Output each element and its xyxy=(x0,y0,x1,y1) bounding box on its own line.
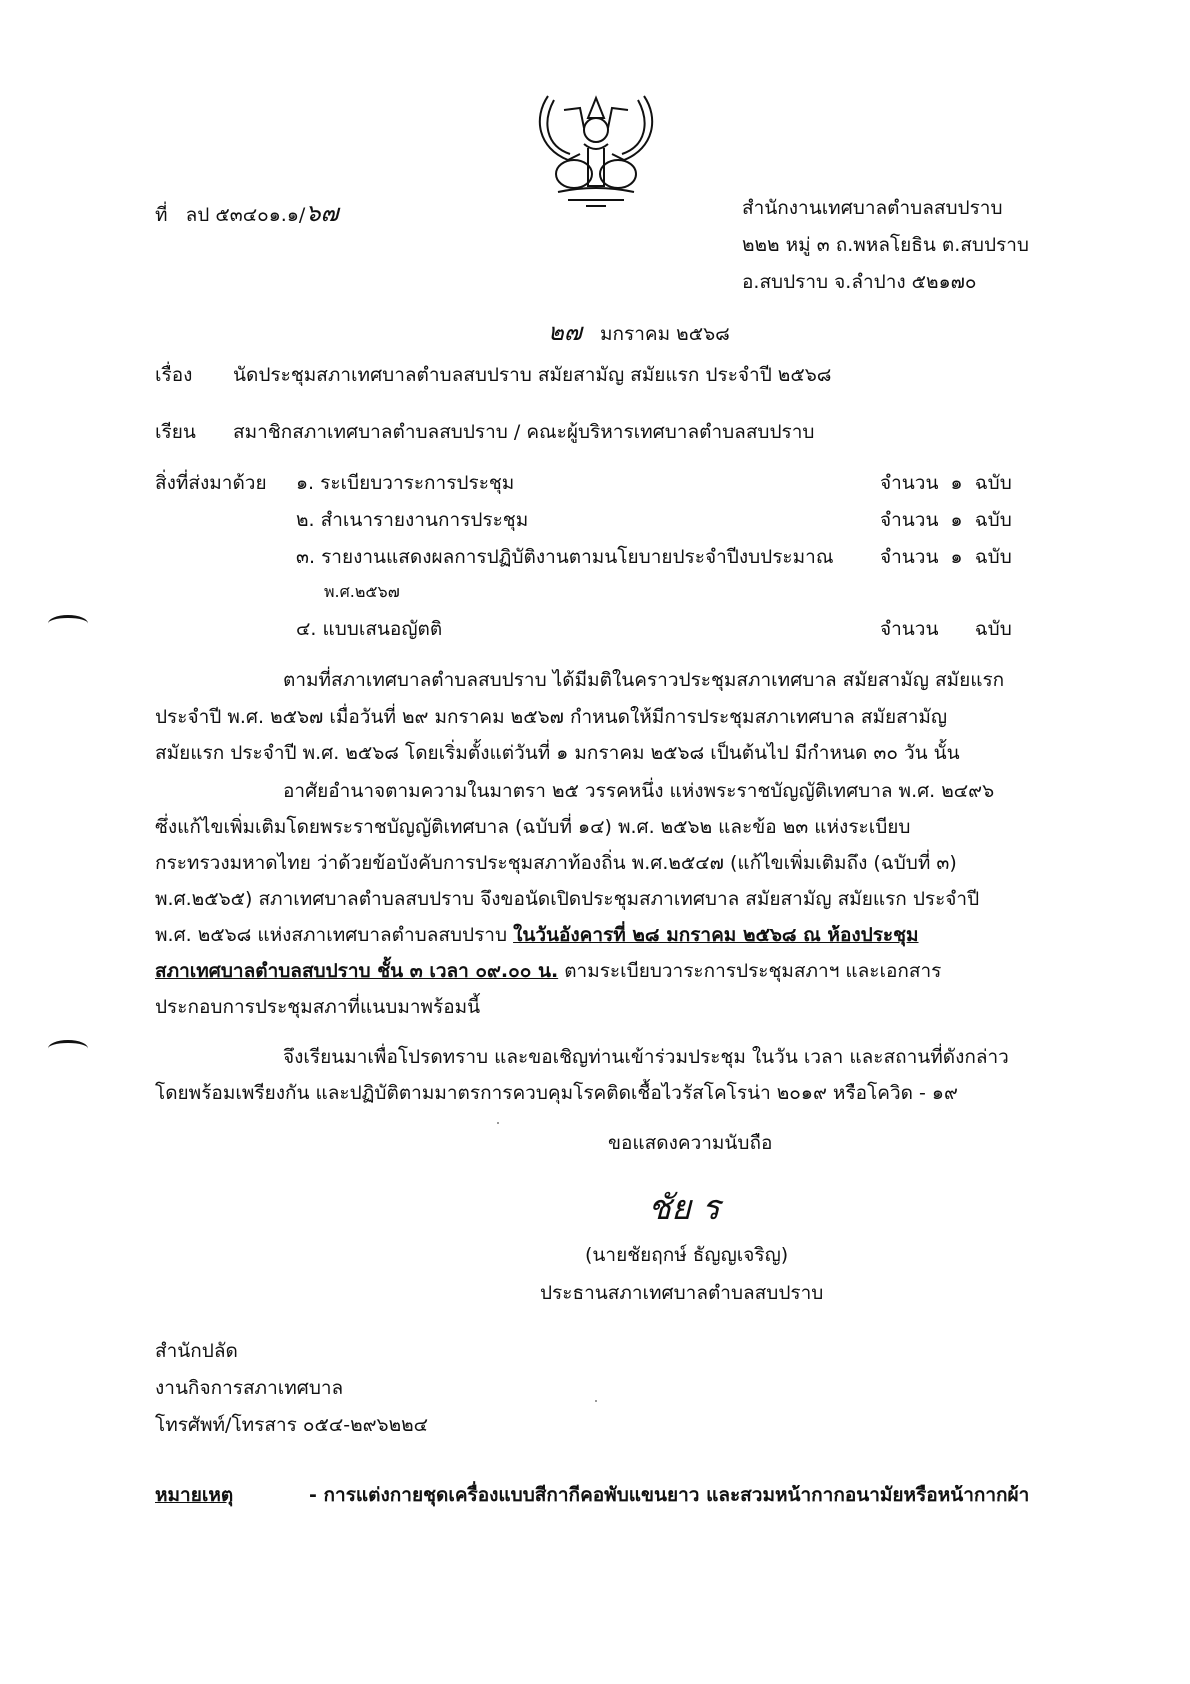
ref-handwritten: ๖๗ xyxy=(305,199,339,227)
office-address-line: ๒๒๒ หมู่ ๓ ถ.พหลโยธิน ต.สบปราบ xyxy=(742,234,1029,256)
scan-mark xyxy=(48,615,88,632)
enclosure-item: ๑. ระเบียบวาระการประชุม xyxy=(296,472,515,494)
garuda-emblem-icon xyxy=(528,88,664,210)
qty-label: จำนวน xyxy=(880,509,939,531)
enclosure-qty xyxy=(880,542,1012,572)
enclosure-qty xyxy=(880,505,1012,535)
paragraph-line xyxy=(155,956,941,986)
scan-speck xyxy=(497,1122,499,1124)
paragraph-line xyxy=(155,920,919,950)
qty-label: จำนวน xyxy=(880,472,939,494)
qty-label: จำนวน xyxy=(880,618,939,640)
plain-text: พ.ศ. ๒๕๖๘ แห่งสภาเทศบาลตำบลสบปราบ xyxy=(155,924,514,946)
qty-value: ๑ xyxy=(950,546,963,568)
qty-value: ๑ xyxy=(950,472,963,494)
phone-fax: โทรศัพท์/โทรสาร ๐๕๔-๒๙๖๒๒๔ xyxy=(155,1414,429,1436)
plain-text: ตามระเบียบวาระการประชุมสภาฯ และเอกสาร xyxy=(558,960,942,982)
qty-label: จำนวน xyxy=(880,546,939,568)
section: งานกิจการสภาเทศบาล xyxy=(155,1377,344,1399)
recipient-label: เรียน xyxy=(155,421,196,443)
paragraph-line: กระทรวงมหาดไทย ว่าด้วยข้อบังคับการประชุมสภาท้องถิ่น พ.ศ.๒๕๔๗ (แก้ไขเพิ่มเติมถึง (ฉบับที่ ๓) xyxy=(155,852,957,874)
paragraph-line: โดยพร้อมเพรียงกัน และปฏิบัติตามมาตรการควบคุมโรคติดเชื้อไวรัสโคโรน่า ๒๐๑๙ หรือโควิด - ๑๙ xyxy=(155,1082,958,1104)
enclosure-item: ๓. รายงานแสดงผลการปฏิบัติงานตามนโยบายประจำปีงบประมาณ xyxy=(296,546,834,568)
subject-line xyxy=(155,360,831,390)
enclosure-qty xyxy=(880,468,1012,498)
enclosure-item: ๒. สำเนารายงานการประชุม xyxy=(296,509,529,531)
qty-unit: ฉบับ xyxy=(974,509,1012,531)
signatory-name: (นายชัยฤกษ์ ธัญญเจริญ) xyxy=(585,1244,789,1266)
paragraph-line: ตามที่สภาเทศบาลตำบลสบปราบ ได้มีมติในคราวประชุมสภาเทศบาล สมัยสามัญ สมัยแรก xyxy=(283,669,1005,691)
qty-unit: ฉบับ xyxy=(974,618,1012,640)
scan-mark xyxy=(48,1040,88,1057)
reference-number xyxy=(155,193,339,232)
paragraph-line: จึงเรียนมาเพื่อโปรดทราบ และขอเชิญท่านเข้าร่วมประชุม ในวัน เวลา และสถานที่ดังกล่าว xyxy=(283,1046,1009,1068)
department: สำนักปลัด xyxy=(155,1340,238,1362)
closing-salutation: ขอแสดงความนับถือ xyxy=(608,1132,773,1154)
subject-label: เรื่อง xyxy=(155,364,193,386)
office-address-line: อ.สบปราบ จ.ลำปาง ๕๒๑๗๐ xyxy=(742,271,977,293)
subject-text: นัดประชุมสภาเทศบาลตำบลสบปราบ สมัยสามัญ สมัยแรก ประจำปี ๒๕๖๘ xyxy=(233,364,832,386)
paragraph-line: อาศัยอำนาจตามความในมาตรา ๒๕ วรรคหนึ่ง แห่งพระราชบัญญัติเทศบาล พ.ศ. ๒๔๙๖ xyxy=(283,780,995,802)
note xyxy=(155,1480,1029,1510)
paragraph-line: พ.ศ.๒๕๖๕) สภาเทศบาลตำบลสบปราบ จึงขอนัดเปิดประชุมสภาเทศบาล สมัยสามัญ สมัยแรก ประจำปี xyxy=(155,888,980,910)
paragraph-line: ประกอบการประชุมสภาที่แนบมาพร้อมนี้ xyxy=(155,996,481,1018)
enclosure-item-continuation: พ.ศ.๒๕๖๗ xyxy=(324,582,400,601)
paragraph-line: ซึ่งแก้ไขเพิ่มเติมโดยพระราชบัญญัติเทศบาล (ฉบับที่ ๑๔) พ.ศ. ๒๕๖๒ และข้อ ๒๓ แห่งระเบียบ xyxy=(155,816,911,838)
recipient-line xyxy=(155,417,814,447)
enclosures-label: สิ่งที่ส่งมาด้วย xyxy=(155,472,267,494)
note-label: หมายเหตุ xyxy=(155,1484,234,1506)
meeting-place-emphasis: สภาเทศบาลตำบลสบปราบ ชั้น ๓ เวลา ๐๙.๐๐ น. xyxy=(155,960,559,982)
date-handwritten-day: ๒๗ xyxy=(548,318,582,346)
scan-speck xyxy=(595,1400,597,1402)
qty-unit: ฉบับ xyxy=(974,546,1012,568)
ref-number: ลป ๕๓๔๐๑.๑/ xyxy=(185,204,306,226)
signature: ชัย ร xyxy=(648,1188,721,1228)
office-name: สำนักงานเทศบาลตำบลสบปราบ xyxy=(742,197,1003,219)
letter-date xyxy=(548,312,730,351)
ref-label: ที่ xyxy=(155,204,168,226)
qty-value: ๑ xyxy=(950,509,963,531)
paragraph-line: ประจำปี พ.ศ. ๒๕๖๗ เมื่อวันที่ ๒๙ มกราคม ๒๕๖๗ กำหนดให้มีการประชุมสภาเทศบาล สมัยสามัญ xyxy=(155,706,948,728)
date-month-year: มกราคม ๒๕๖๘ xyxy=(600,323,730,345)
meeting-date-emphasis: ในวันอังคารที่ ๒๘ มกราคม ๒๕๖๘ ณ ห้องประชุม xyxy=(513,924,919,946)
paragraph-line: สมัยแรก ประจำปี พ.ศ. ๒๕๖๘ โดยเริ่มตั้งแต่วันที่ ๑ มกราคม ๒๕๖๘ เป็นต้นไป มีกำหนด ๓๐ วัน นั้น xyxy=(155,742,960,764)
note-text: - การแต่งกายชุดเครื่องแบบสีกากีคอพับแขนยาว และสวมหน้ากากอนามัยหรือหน้ากากผ้า xyxy=(309,1484,1030,1506)
recipient-text: สมาชิกสภาเทศบาลตำบลสบปราบ / คณะผู้บริหารเทศบาลตำบลสบปราบ xyxy=(233,421,815,443)
enclosure-item: ๔. แบบเสนอญัตติ xyxy=(296,618,443,640)
qty-unit: ฉบับ xyxy=(974,472,1012,494)
signatory-position: ประธานสภาเทศบาลตำบลสบปราบ xyxy=(540,1282,824,1304)
enclosure-qty xyxy=(880,614,1012,644)
